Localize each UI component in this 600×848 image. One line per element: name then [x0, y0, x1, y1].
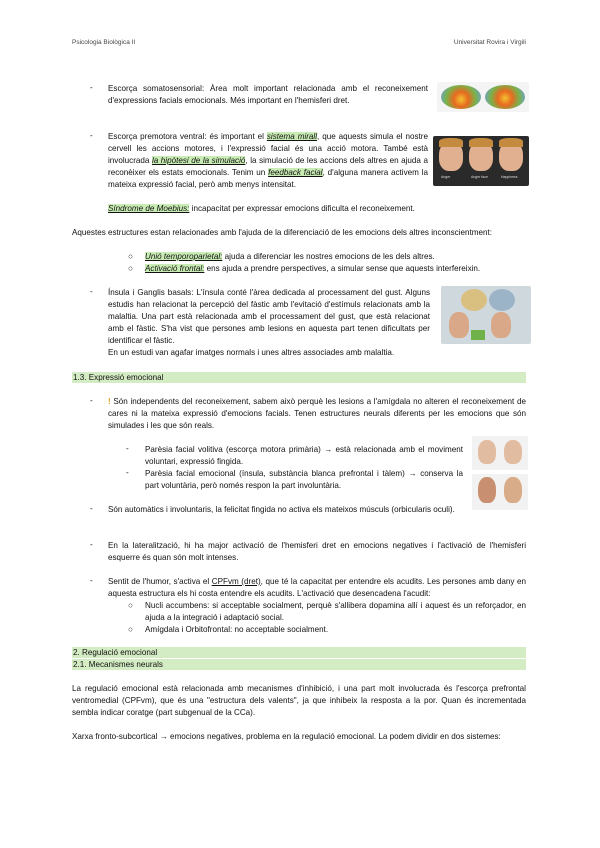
paresia-faces-image-top: [472, 436, 528, 470]
item-insula-study: En un estudi van agafar imatges normals i unes altres associades amb malaltia.: [108, 348, 395, 357]
section-heading-1-3: 1.3. Expressió emocional: [72, 372, 526, 383]
bullet-dash: -: [90, 287, 93, 296]
bullet-dash: -: [90, 576, 93, 585]
list-item: Nucli accumbens: si acceptable socialment, perquè s'allibera dopamina allí i aquest és un reforçador, en ajuda a la integració i adaptació social.: [145, 601, 526, 622]
term-sistema-mirall: sistema mirall: [266, 132, 318, 141]
bullet-dash: -: [90, 131, 93, 140]
paragraph-xarxa: Xarxa fronto-subcortical → emocions negatives, problema en la regulació emocional. La podem dividir en dos sistemes:: [72, 732, 501, 741]
item-somatosensorial: Escorça somatosensorial: Àrea molt important relacionada amb el reconeixement d'expressions facials emocionals. Més important en l'hemisferi dret.: [108, 84, 428, 105]
moebius-line: Síndrome de Moebius: incapacitat per expressar emocions dificulta el reconeixement.: [108, 204, 415, 213]
item-independents: ! Són independents del reconeixement, sabem això perquè les lesions a l'amígdala no alteren el reconeixement de cares ni la mateixa expressió d'emocions facials. Tenen estructures neurals diferents per les emocions que són simulades i les que són reals.: [108, 397, 526, 430]
header-left: Psicologia Biològica II: [72, 39, 136, 46]
item-automatics: Són automàtics i involuntaris, la felicitat fingida no activa els mateixos músculs (orbicularis oculi).: [108, 505, 455, 514]
circle-bullet: ○: [128, 264, 133, 273]
list-item: Activació frontal: ens ajuda a prendre perspectives, a simular sense que aquests interfereixin.: [145, 264, 481, 273]
term-cpfvm: CPFvm (dret): [211, 577, 261, 586]
item-insula: Ínsula i Ganglis basals: L'ínsula conté l'àrea dedicada al processament del gust. Alguns estudis han relacionat la percepció del fàstic amb l'evitació d'estímuls relacionats amb la malaltia. Una part està relacionada amb el processament del gust, que està relacionat amb el fàstic. S'ha vist que persones amb lesions en aquesta part tenen dificultats per identificar el fàstic.: [108, 288, 430, 345]
caption: Anger face: [471, 175, 488, 179]
list-item: Unió temporoparietal: ajuda a diferenciar les nostres emocions de les dels altres.: [145, 252, 435, 261]
bullet-dash: -: [90, 396, 93, 405]
warning-icon: !: [108, 397, 111, 406]
sub-item-paresia-volitiva: Parèsia facial volitiva (escorça motora primària) → està relacionada amb el moviment voluntari, expressió fingida.: [145, 445, 463, 466]
header-right: Universitat Rovira i Virgili: [453, 39, 526, 46]
circle-bullet: ○: [128, 601, 133, 610]
child-faces-image: [433, 136, 529, 186]
circle-bullet: ○: [128, 625, 133, 634]
section-heading-2-1: 2.1. Mecanismes neurals: [72, 659, 526, 670]
disgust-faces-image: [441, 286, 531, 344]
bullet-dash: -: [126, 444, 129, 453]
paresia-faces-image-bottom: [472, 474, 528, 510]
term-moebius: Síndrome de Moebius:: [108, 204, 190, 213]
circle-bullet: ○: [128, 252, 133, 261]
section-heading-2: 2. Regulació emocional: [72, 647, 526, 658]
item-humor: Sentit de l'humor, s'activa el CPFvm (dret), que té la capacitat per entendre els acudits. Les persones amb dany en aquesta estructura els hi costa entendre els acudits. L'activació que desencadena l'acudit:: [108, 577, 526, 598]
paragraph-regulacio: La regulació emocional està relacionada amb mecanismes d'inhibició, i una part molt involucrada és l'escorça prefrontal ventromedial (CPFvm), que és una "estructura dels valents", ja que inhibeix la resposta a la por. Quan és incrementada sembla indicar coratge (part subgenual de la CCa).: [72, 684, 526, 717]
bullet-dash: -: [90, 83, 93, 92]
caption: Happiness: [501, 175, 518, 179]
list-item: Amígdala i Orbitofrontal: no acceptable socialment.: [145, 625, 329, 634]
brain-image: [437, 82, 529, 112]
sub-item-paresia-emocional: Parèsia facial emocional (ínsula, substància blanca prefrontal i tàlem) → conserva la part voluntària, però només respon la part involuntària.: [145, 469, 463, 490]
bullet-dash: -: [90, 504, 93, 513]
paragraph-diferenciacio: Aquestes estructures estan relacionades amb l'ajuda de la diferenciació de les emocions dels altres inconscientment:: [72, 228, 492, 237]
term-hipotesi: la hipòtesi de la simulació: [151, 156, 246, 165]
bullet-dash: -: [90, 540, 93, 549]
term-feedback-facial: feedback facial: [268, 168, 323, 177]
caption: Anger: [441, 175, 451, 179]
item-premotora: Escorça premotora ventral: és important el sistema mirall, que aquests simula el nostre cervell les accions motores, i l'expressió facial és una acció motora. També està involucrada la hipòtesi de la simulació, la simulació de les accions dels altres en ajuda a reconèixer els estats emocionals. Tenim un feedback facial, d'alguna manera activem la mateixa expressió facial, però amb menys intensitat.: [108, 132, 428, 189]
bullet-dash: -: [126, 468, 129, 477]
item-lateralitzacio: En la lateralització, hi ha major activació de l'hemisferi dret en emocions negatives i l'activació de l'hemisferi esquerre és quan són molt intenses.: [108, 541, 526, 562]
